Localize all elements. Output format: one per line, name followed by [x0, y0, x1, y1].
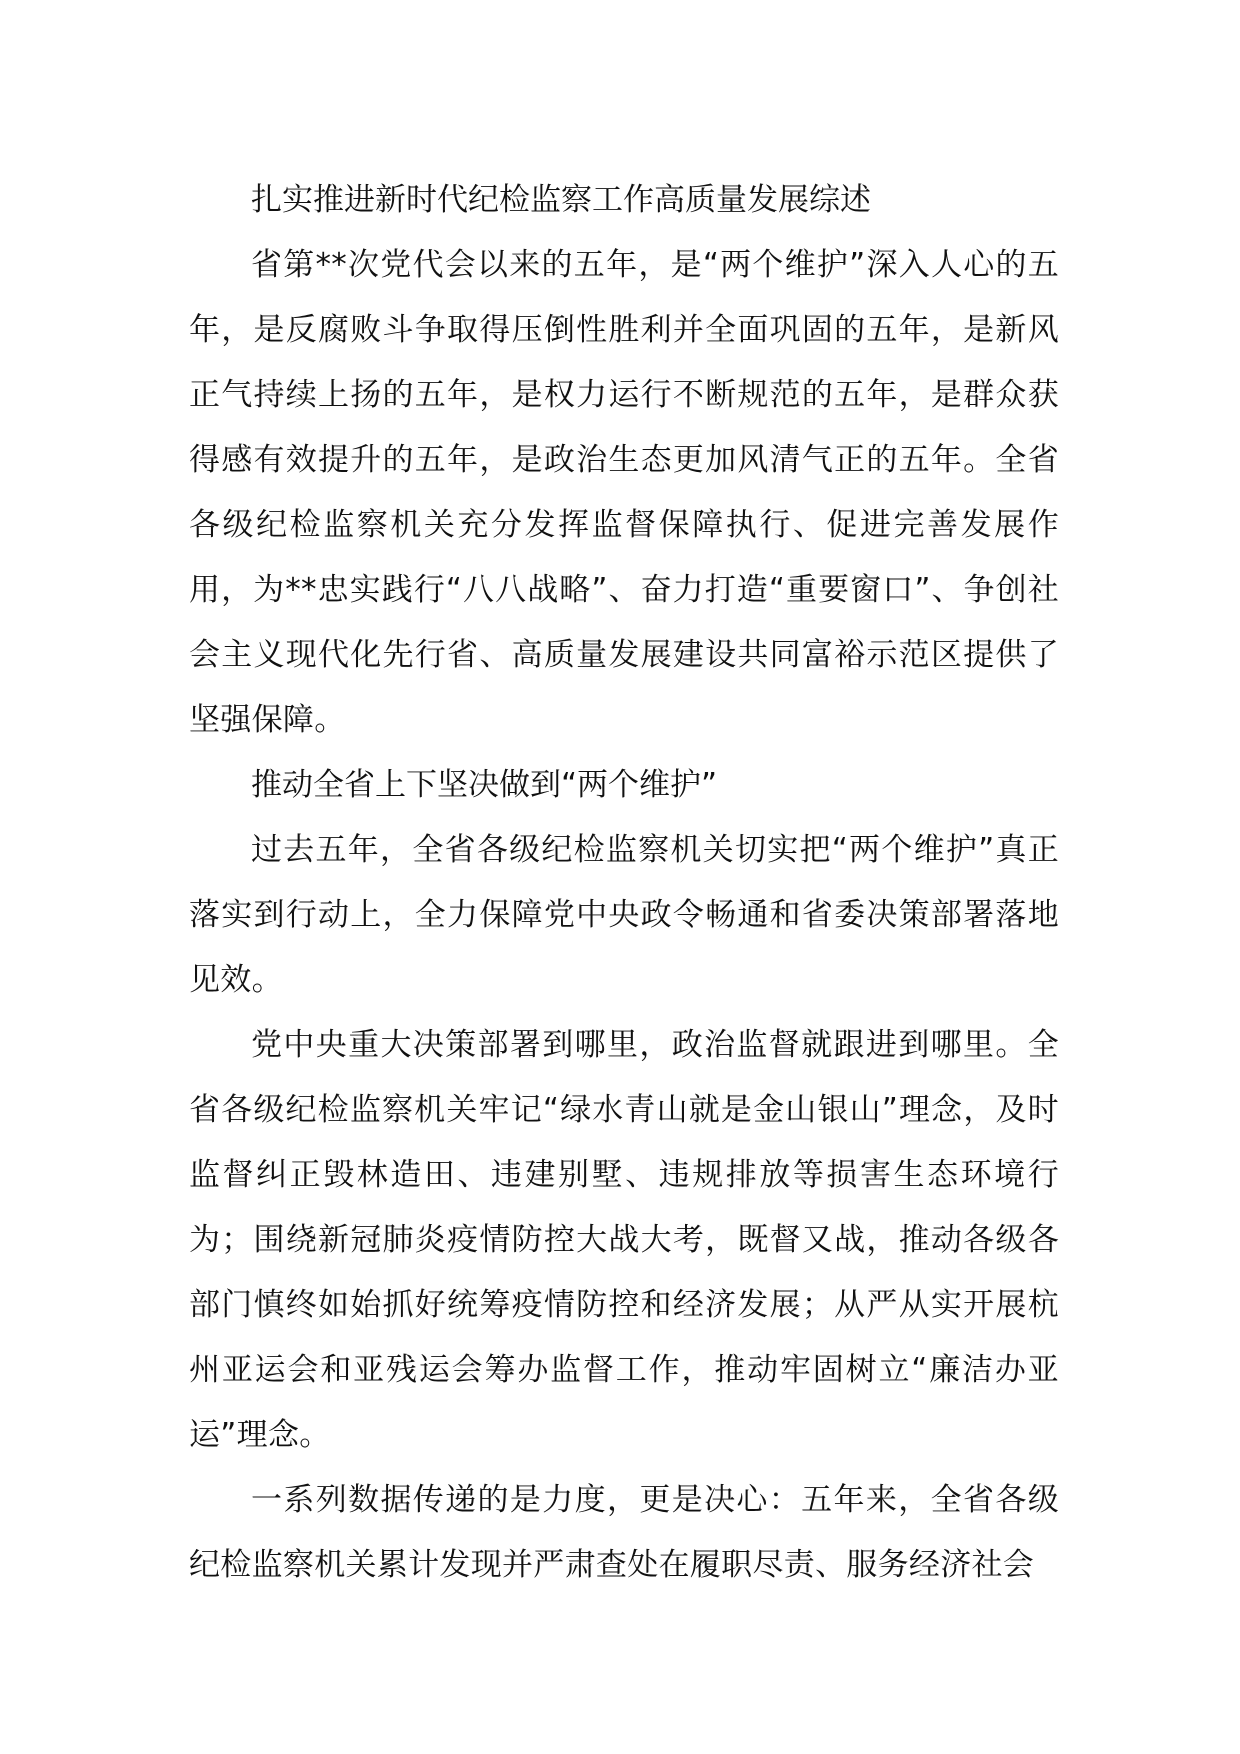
section-heading: 推动全省上下坚决做到“两个维护” — [251, 767, 718, 803]
document-title: 扎实推进新时代纪检监察工作高质量发展综述 — [251, 182, 871, 218]
document-page — [189, 168, 1059, 1598]
intro-paragraph: 省第**次党代会以来的五年，是“两个维护”深入人心的五年，是反腐败斗争取得压倒性胜利并全面巩固的五年，是新风正气持续上扬的五年，是权力运行不断规范的五年，是群众获得感有效提升的五年，是政治生态更加风清气正的五年。全省各级纪检监察机关充分发挥监督保障执行、促进完善发展作用，为**忠实践行“八八战略”、奋力打造“重要窗口”、争创社会主义现代化先行省、高质量发展建设共同富裕示范区提供了坚强保障。 — [189, 247, 1059, 738]
section-paragraph-3: 一系列数据传递的是力度，更是决心：五年来，全省各级纪检监察机关累计发现并严肃查处在履职尽责、服务经济社会 — [189, 1482, 1059, 1583]
section-paragraph-1: 过去五年，全省各级纪检监察机关切实把“两个维护”真正落实到行动上，全力保障党中央政令畅通和省委决策部署落地见效。 — [189, 832, 1059, 998]
section-paragraph-2: 党中央重大决策部署到哪里，政治监督就跟进到哪里。全省各级纪检监察机关牢记“绿水青山就是金山银山”理念，及时监督纠正毁林造田、违建别墅、违规排放等损害生态环境行为；围绕新冠肺炎疫情防控大战大考，既督又战，推动各级各部门慎终如始抓好统筹疫情防控和经济发展；从严从实开展杭州亚运会和亚残运会筹办监督工作，推动牢固树立“廉洁办亚运”理念。 — [189, 1027, 1059, 1453]
